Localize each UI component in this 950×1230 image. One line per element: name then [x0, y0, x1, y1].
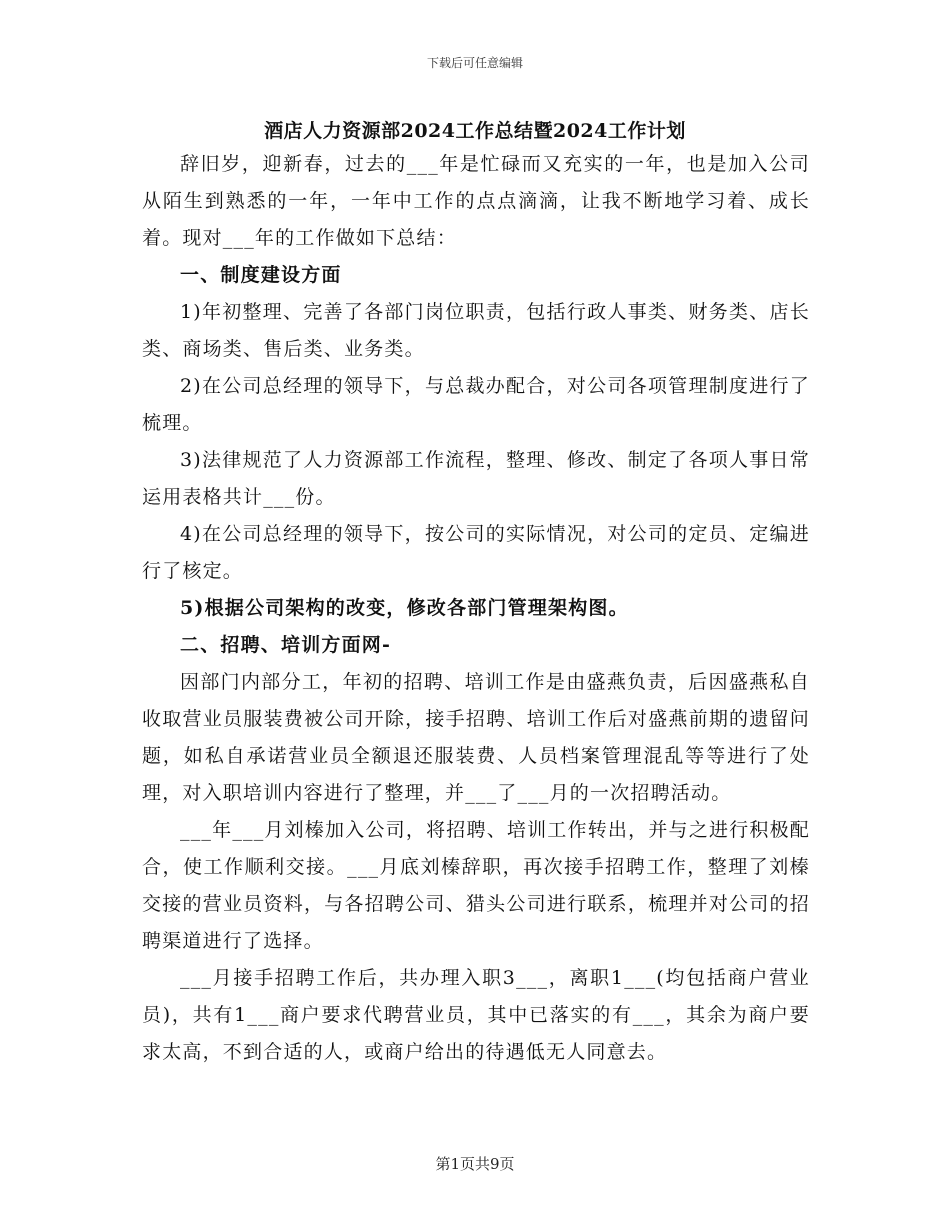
paragraph: 2)在公司总经理的领导下，与总裁办配合，对公司各项管理制度进行了梳理。 — [142, 375, 810, 434]
paragraph: 4)在公司总经理的领导下，按公司的实际情况，对公司的定员、定编进行了核定。 — [142, 523, 810, 582]
paragraph: 1)年初整理、完善了各部门岗位职责，包括行政人事类、财务类、店长类、商场类、售后类、业务类。 — [142, 301, 810, 360]
paragraph: 辞旧岁，迎新春，过去的___年是忙碌而又充实的一年，也是加入公司从陌生到熟悉的一年，一年中工作的点点滴滴，让我不断地学习着、成长着。现对___年的工作做如下总结： — [142, 153, 810, 249]
bold-item: 5)根据公司架构的改变，修改各部门管理架构图。 — [180, 597, 629, 619]
page-footer: 第1页共9页 — [435, 1155, 515, 1173]
header-note: 下载后可任意编辑 — [426, 56, 523, 70]
section-heading: 二、招聘、培训方面网- — [180, 634, 392, 656]
section-heading: 一、制度建设方面 — [180, 264, 342, 286]
document-title: 酒店人力资源部2024工作总结暨2024工作计划 — [264, 120, 686, 142]
paragraph: ___月接手招聘工作后，共办理入职3___，离职1___(均包括商户营业员)，共有1___商户要求代聘营业员，其中已落实的有___，其余为商户要求太高，不到合适的人，或商户给出的待遇低无人同意去。 — [142, 967, 810, 1063]
paragraph: ___年___月刘榛加入公司，将招聘、培训工作转出，并与之进行积极配合，使工作顺利交接。___月底刘榛辞职，再次接手招聘工作，整理了刘榛交接的营业员资料，与各招聘公司、猎头公司进行联系，梳理并对公司的招聘渠道进行了选择。 — [142, 819, 810, 952]
paragraph: 因部门内部分工，年初的招聘、培训工作是由盛燕负责，后因盛燕私自收取营业员服装费被公司开除，接手招聘、培训工作后对盛燕前期的遗留问题，如私自承诺营业员全额退还服装费、人员档案管理混乱等等进行了处理，对入职培训内容进行了整理，并___了___月的一次招聘活动。 — [142, 671, 810, 804]
document-body — [142, 146, 810, 1071]
paragraph: 3)法律规范了人力资源部工作流程，整理、修改、制定了各项人事日常运用表格共计___份。 — [142, 449, 810, 508]
